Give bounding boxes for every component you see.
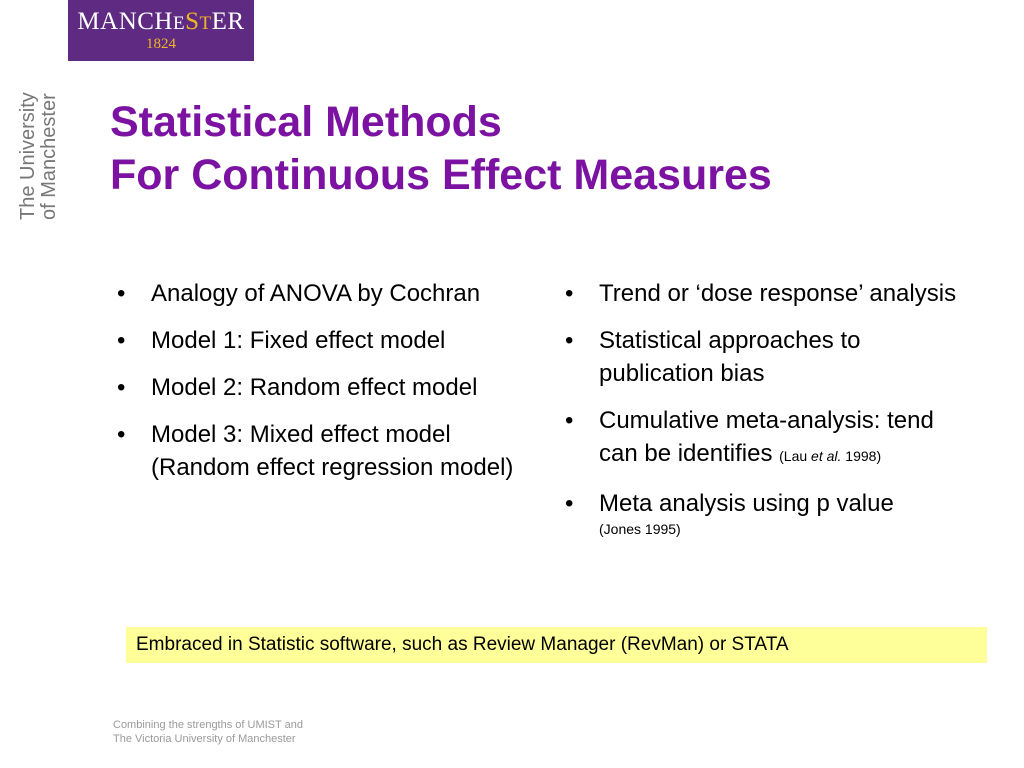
bullet-item: • Trend or ‘dose response’ analysis (561, 277, 961, 310)
bullet-text: Cumulative meta-analysis: tend can be identifies (599, 407, 934, 467)
logo-wordmark (77, 7, 245, 36)
highlight-callout: Embraced in Statistic software, such as Review Manager (RevMan) or STATA (126, 627, 987, 663)
title-line-1: Statistical Methods (110, 98, 502, 146)
bullet-item (561, 487, 961, 538)
bullet-item: • Model 3: Mixed effect model (Random effect regression model) (113, 418, 523, 484)
bullet-item: • Model 2: Random effect model (113, 371, 523, 404)
bullet-item: • Statistical approaches to publication bias (561, 324, 961, 390)
citation-year: 1998) (841, 448, 882, 464)
left-bullet-list (113, 277, 523, 498)
logo-text-5: ER (211, 7, 245, 35)
bullet-item: • Analogy of ANOVA by Cochran (113, 277, 523, 310)
logo-text-4: T (199, 12, 212, 34)
citation-etal: et al. (811, 448, 842, 464)
logo-text-3: S (185, 7, 200, 35)
title-line-2: For Continuous Effect Measures (110, 151, 772, 199)
logo-year: 1824 (146, 35, 176, 52)
bullet-text: • Meta analysis using p value (599, 490, 894, 517)
citation-author: (Lau (779, 448, 812, 464)
bullet-item: • Model 1: Fixed effect model (113, 324, 523, 357)
logo-text-2: E (173, 12, 186, 34)
footer-line-1: Combining the strengths of UMIST and (113, 719, 303, 731)
citation: (Jones 1995) (599, 521, 681, 537)
logo-text-1: MANCH (77, 7, 173, 35)
brand-line-2: of Manchester (38, 93, 60, 220)
citation (779, 448, 881, 464)
right-bullet-list (561, 277, 961, 552)
footer (113, 718, 303, 746)
footer-line-2: The Victoria University of Manchester (113, 733, 296, 745)
university-brand-vertical (18, 92, 60, 220)
manchester-logo (68, 0, 254, 61)
slide-title (110, 96, 772, 202)
bullet-item (561, 404, 961, 473)
brand-line-1: The University (17, 92, 39, 220)
